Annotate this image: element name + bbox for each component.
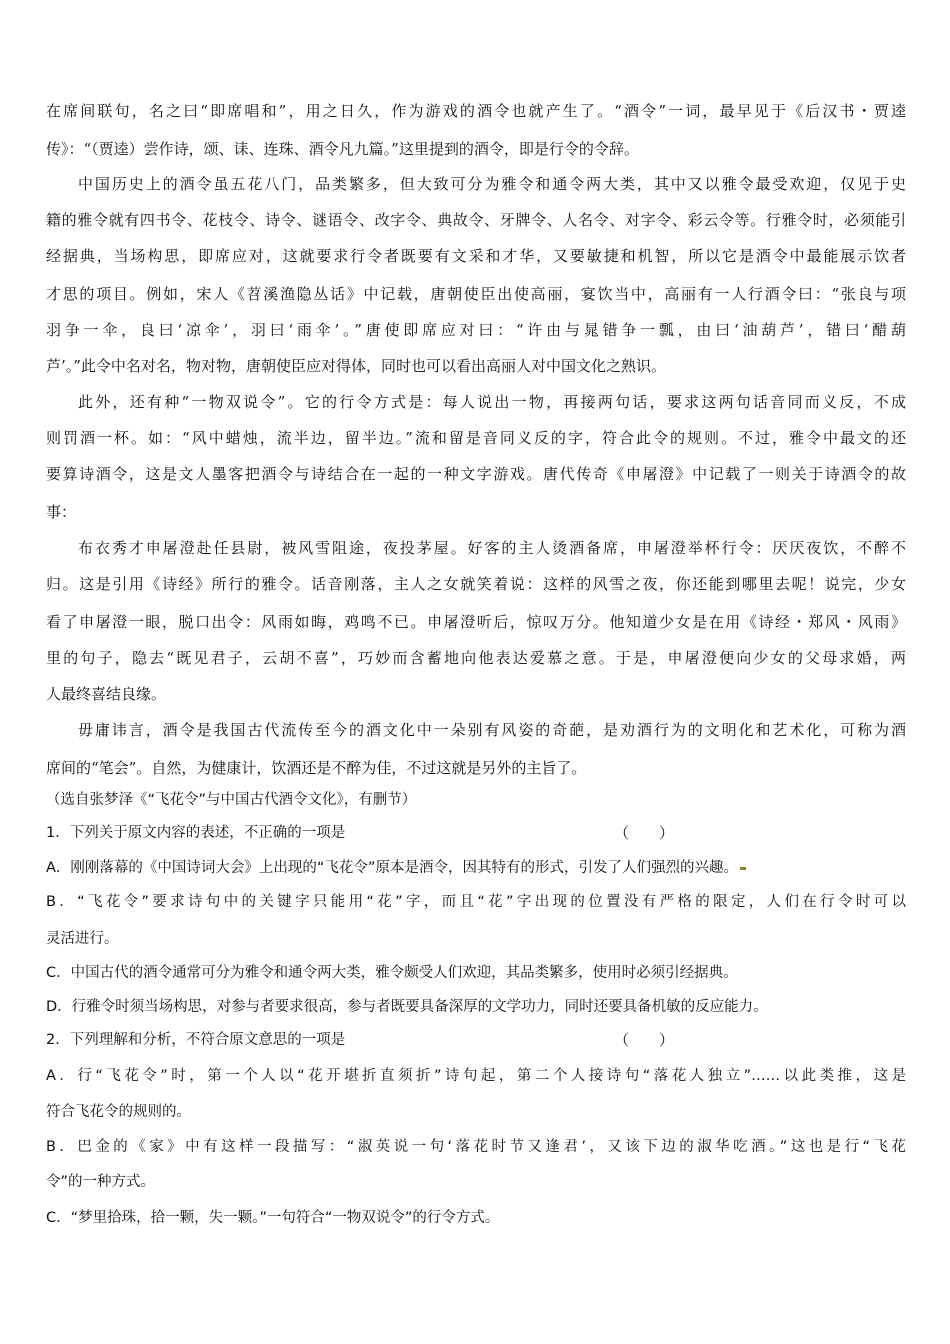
paragraph-line: 毋庸讳言，酒令是我国古代流传至今的酒文化中一朵别有风姿的奇葩，是劝酒行为的文明化和艺术化，可称为酒 xyxy=(78,721,906,739)
paragraph-line: 看了申屠澄一眼，脱口出令：风雨如晦，鸡鸣不已。申屠澄听后，惊叹万分。他知道少女是在用《诗经・郑风・风雨》 xyxy=(46,613,906,631)
paragraph-line: 里的句子，隐去“既见君子，云胡不喜”，巧妙而含蓄地向他表达爱慕之意。于是，申屠澄便向少女的父母求婚，两 xyxy=(46,649,906,667)
paragraph-line: 传》：“（贾逵）尝作诗，颂、诔、连珠、酒令凡九篇。”这里提到的酒令，即是行令的令辞。 xyxy=(46,140,639,158)
question-1-option-b: B．“飞花令”要求诗句中的关键字只能用“花”字，而且“花”字出现的位置没有严格的限定，人们在行令时可以 xyxy=(46,894,906,910)
paragraph-line: 羽争一伞，良曰‘凉伞’，羽曰‘雨伞’。”唐使即席应对曰：“许由与晁错争一瓢，由曰‘油葫芦’，错曰‘醋葫 xyxy=(46,321,906,339)
paragraph-line: 则罚酒一杯。如：“风中蜡烛，流半边，留半边。”流和留是音同义反的字，符合此令的规则。不过，雅令中最文的还 xyxy=(46,429,906,447)
question-2-stem: 2．下列理解和分析，不符合原文意思的一项是 xyxy=(46,1032,346,1048)
paragraph-line: 归。这是引用《诗经》所行的雅令。话音刚落，主人之女就笑着说：这样的风雪之夜，你还能到哪里去呢！说完，少女 xyxy=(46,575,906,593)
question-1-answer-blank: （ ） xyxy=(614,824,675,842)
ink-mark-icon xyxy=(740,867,746,870)
question-1-option-c: C．中国古代的酒令通常可分为雅令和通令两大类，雅令颇受人们欢迎，其品类繁多，使用时必须引经据典。 xyxy=(46,965,738,981)
source-citation: （选自张梦泽《“飞花令”与中国古代酒令文化》，有删节） xyxy=(46,792,417,808)
paragraph-line: 要算诗酒令，这是文人墨客把酒令与诗结合在一起的一种文字游戏。唐代传奇《申屠澄》中记载了一则关于诗酒令的故 xyxy=(46,465,906,483)
question-2-option-b: B．巴金的《家》中有这样一段描写：“淑英说一句‘落花时节又逢君’，又该下边的淑华吃酒。”这也是行“飞花 xyxy=(46,1139,906,1155)
question-1-option-b-continued: 灵活进行。 xyxy=(46,931,119,947)
paragraph-line: 中国历史上的酒令虽五花八门，品类繁多，但大致可分为雅令和通令两大类，其中又以雅令最受欢迎，仅见于史 xyxy=(78,175,906,193)
question-2-option-b-continued: 令”的一种方式。 xyxy=(46,1174,156,1190)
question-2-option-c: C．“梦里拾珠，拾一颗，失一颗。”一句符合“一物双说令”的行令方式。 xyxy=(46,1210,500,1226)
question-1-option-a xyxy=(46,857,906,879)
paragraph-line: 席间的“笔会”。自然，为健康计，饮酒还是不醉为佳，不过这就是另外的主旨了。 xyxy=(46,759,587,777)
paragraph-line: 布衣秀才申屠澄赴任县尉，被风雪阻途，夜投茅屋。好客的主人烫酒备席，申屠澄举杯行令：厌厌夜饮，不醉不 xyxy=(78,539,906,557)
question-1-option-d: D．行雅令时须当场构思，对参与者要求很高，参与者既要具备深厚的文学功力，同时还要具备机敏的反应能力。 xyxy=(46,999,768,1015)
question-2-option-a: A．行“飞花令”时，第一个人以“花开堪折直须折”诗句起，第二个人接诗句“落花人独立”……以此类推，这是 xyxy=(46,1068,906,1084)
paragraph-line: 经据典，当场构思，即席应对，这就要求行令者既要有文采和才华，又要敏捷和机智，所以它是酒令中最能展示饮者 xyxy=(46,247,906,265)
question-1-stem: 1．下列关于原文内容的表述，不正确的一项是 xyxy=(46,825,346,841)
paragraph-line: 籍的雅令就有四书令、花枝令、诗令、谜语令、改字令、典故令、牙牌令、人名令、对字令、彩云令等。行雅令时，必须能引 xyxy=(46,211,906,229)
paragraph-line: 此外，还有种“一物双说令”。它的行令方式是：每人说出一物，再接两句话，要求这两句话音同而义反，不成 xyxy=(78,393,906,411)
option-text: A．刚刚落幕的《中国诗词大会》上出现的“飞花令”原本是酒令，因其特有的形式，引发了人们强烈的兴趣。 xyxy=(46,860,738,876)
paragraph-line: 才思的项目。例如，宋人《苕溪渔隐丛话》中记载，唐朝使臣出使高丽，宴饮当中，高丽有一人行酒令曰：“张良与项 xyxy=(46,285,906,303)
question-2-option-a-continued: 符合飞花令的规则的。 xyxy=(46,1104,191,1120)
paragraph-line: 在席间联句，名之曰“即席唱和”，用之日久，作为游戏的酒令也就产生了。“酒令”一词，最早见于《后汉书・贾逵 xyxy=(46,102,906,120)
paragraph-line: 事： xyxy=(46,503,77,521)
paragraph-line: 人最终喜结良缘。 xyxy=(46,685,167,703)
paragraph-line: 芦’。”此令中名对名，物对物，唐朝使臣应对得体，同时也可以看出高丽人对中国文化之熟识。 xyxy=(46,357,666,375)
question-2-answer-blank: （ ） xyxy=(614,1031,675,1049)
